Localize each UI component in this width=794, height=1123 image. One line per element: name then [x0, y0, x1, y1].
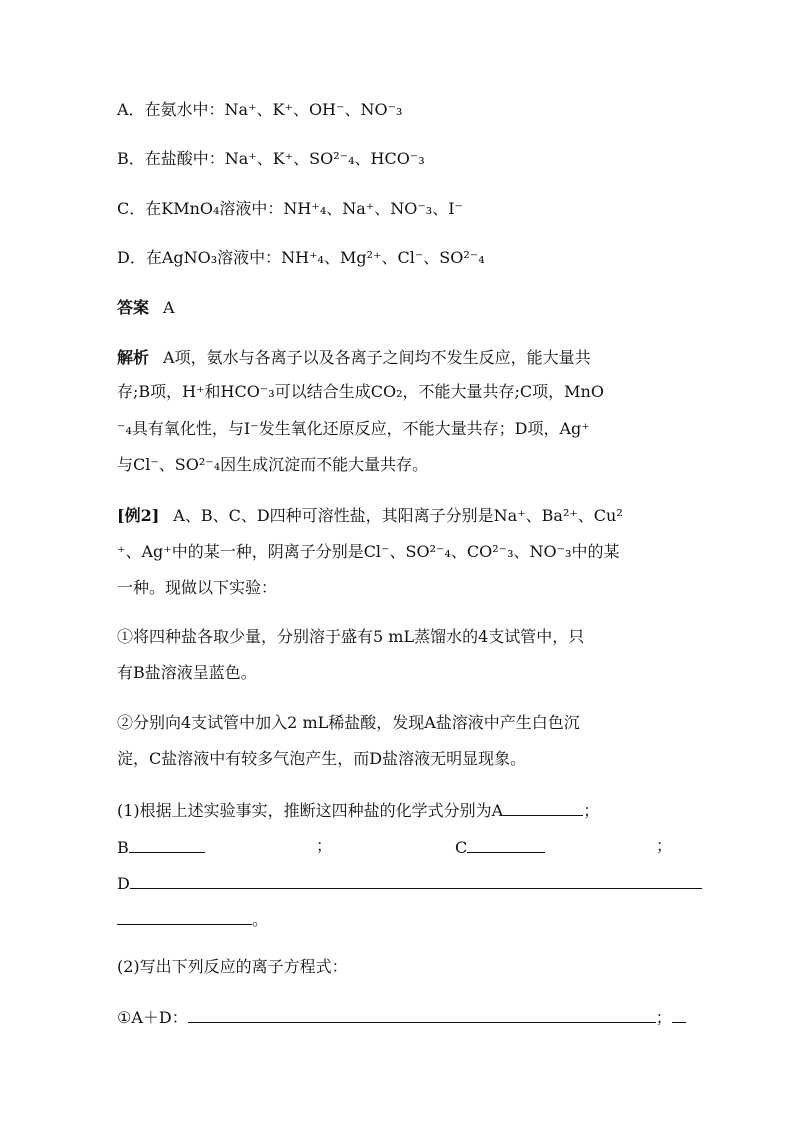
answer-blank-c[interactable]	[467, 836, 545, 853]
analysis-line-2: 存;B项，H⁺和HCO⁻₃可以结合生成CO₂，不能大量共存;C项，MnO	[117, 382, 604, 401]
analysis-line-3: ⁻₄具有氧化性，与I⁻发生氧化还原反应，不能大量共存；D项，Ag⁺	[117, 419, 590, 438]
question-1-line-2	[117, 836, 205, 856]
example-label: [例2]	[117, 506, 160, 525]
question-2-item-1-end: ；	[655, 1008, 672, 1027]
analysis-line-4: 与Cl⁻、SO²⁻₄因生成沉淀而不能大量共存。	[117, 455, 429, 474]
example-line-2: ⁺、Ag⁺中的某一种，阴离子分别是Cl⁻、SO²⁻₄、CO²⁻₃、NO⁻₃中的某	[117, 542, 620, 561]
step-1-line-2: 有B盐溶液呈蓝色。	[117, 663, 257, 682]
question-1-semicolon-b: ；	[316, 836, 333, 855]
example-line-3: 一种。现做以下实验：	[117, 578, 278, 597]
option-d: D．在AgNO₃溶液中：NH⁺₄、Mg²⁺、Cl⁻、SO²⁻₄	[117, 248, 485, 267]
answer-label: 答案	[117, 298, 150, 317]
analysis-text-1: A项，氨水与各离子以及各离子之间均不发生反应，能大量共	[163, 348, 591, 367]
label-c: C	[455, 838, 468, 857]
question-1-semicolon-a: ；	[583, 801, 600, 820]
step-2-line-1: ②分别向4支试管中加入2 mL稀盐酸，发现A盐溶液中产生白色沉	[117, 713, 580, 732]
answer-blank-a[interactable]	[503, 799, 583, 816]
step-2-line-2: 淀，C盐溶液中有较多气泡产生，而D盐溶液无明显现象。	[117, 749, 527, 768]
question-1-line-1	[117, 799, 599, 819]
analysis-line-1	[117, 348, 591, 368]
answer-blank-b[interactable]	[129, 836, 205, 853]
step-1-line-1: ①将四种盐各取少量，分别溶于盛有5 mL蒸馏水的4支试管中，只	[117, 627, 585, 646]
option-a: A．在氨水中：Na⁺、K⁺、OH⁻、NO⁻₃	[117, 100, 403, 119]
label-d: D	[117, 874, 130, 893]
question-1-semicolon-c: ；	[656, 836, 673, 855]
equation-blank-1-tail	[672, 1006, 686, 1023]
example-text-1: A、B、C、D四种可溶性盐，其阳离子分别是Na⁺、Ba²⁺、Cu²	[173, 506, 623, 525]
question-2-line-1: (2)写出下列反应的离子方程式：	[117, 957, 348, 976]
analysis-label: 解析	[117, 348, 150, 367]
option-c: C．在KMnO₄溶液中：NH⁺₄、Na⁺、NO⁻₃、I⁻	[117, 199, 463, 218]
example-line-1	[117, 506, 623, 526]
question-1-line-4	[117, 908, 268, 928]
option-b: B．在盐酸中：Na⁺、K⁺、SO²⁻₄、HCO⁻₃	[117, 149, 425, 168]
question-2-line-2	[117, 1006, 686, 1026]
answer-blank-d-continued[interactable]	[117, 908, 252, 925]
question-2-item-1-label: ①A＋D：	[117, 1008, 188, 1027]
question-1-text: (1)根据上述实验事实，推断这四种盐的化学式分别为A	[117, 801, 504, 820]
question-1-end-mark: 。	[252, 910, 269, 929]
answer-value: A	[163, 298, 175, 317]
label-b: B	[117, 838, 129, 857]
answer-blank-d[interactable]	[130, 872, 702, 889]
answer-row	[117, 298, 175, 318]
question-1-c-field	[455, 836, 545, 856]
question-1-line-3	[117, 872, 702, 892]
equation-blank-1[interactable]	[188, 1006, 656, 1023]
